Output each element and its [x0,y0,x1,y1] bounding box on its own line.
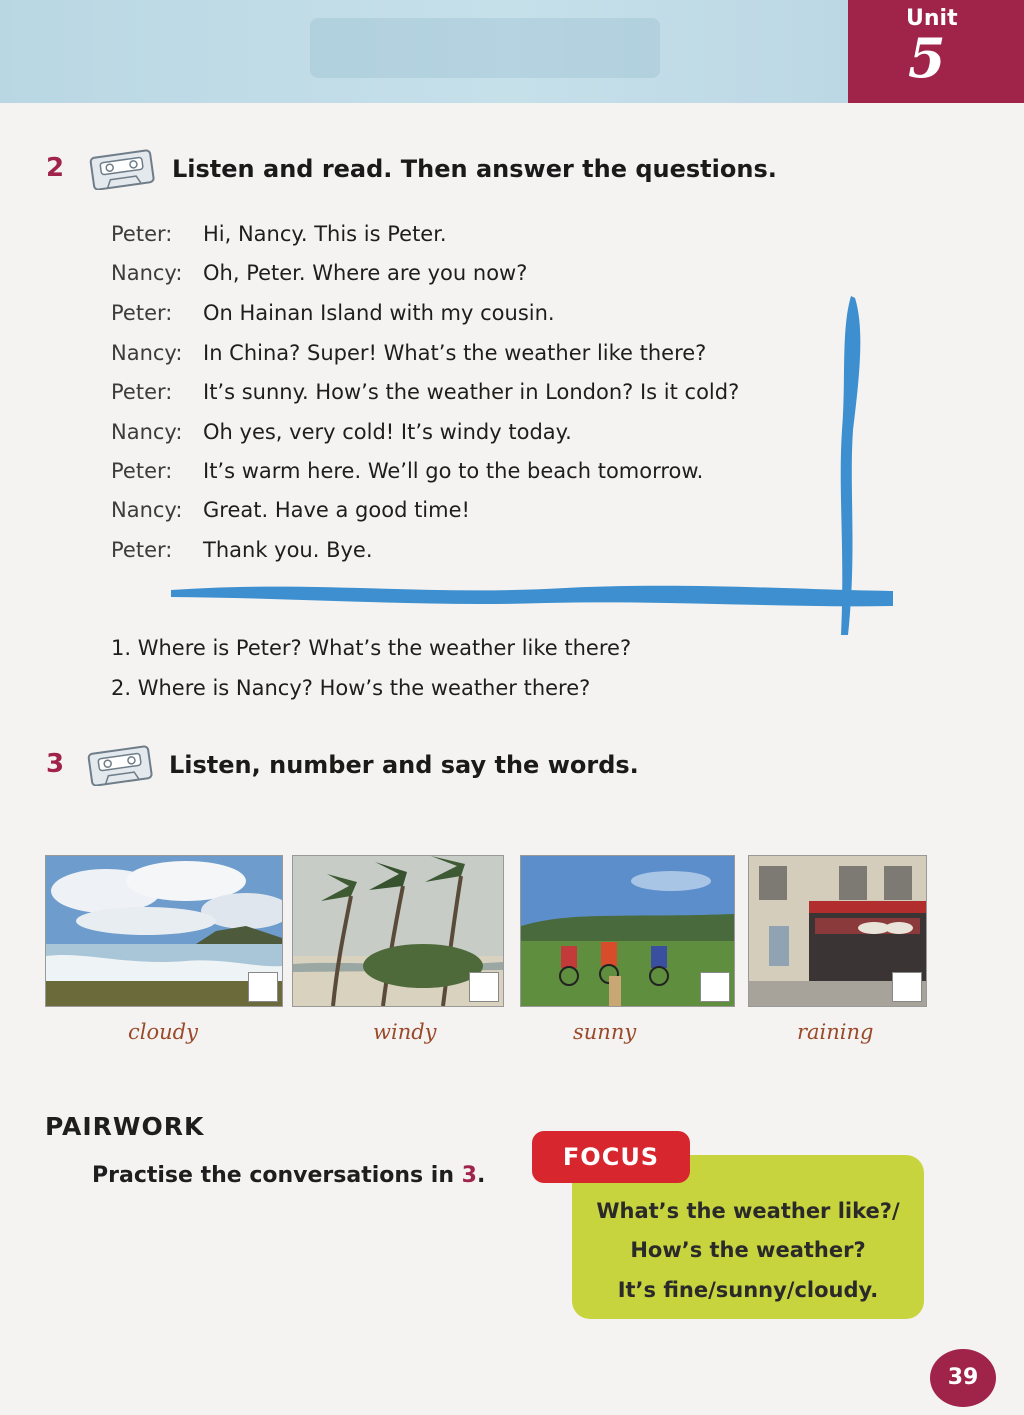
photo-raining [748,855,927,1007]
unit-number: 5 [908,26,946,90]
speaker: Peter: [111,301,173,325]
dialogue-line: On Hainan Island with my cousin. [203,301,555,325]
word-cloudy: cloudy [128,1020,198,1044]
word-windy: windy [373,1020,437,1044]
speaker: Peter: [111,222,173,246]
speaker: Peter: [111,459,173,483]
word-sunny: sunny [573,1020,637,1044]
focus-line: It’s fine/sunny/cloudy. [617,1278,879,1302]
section-3-title: Listen, number and say the words. [169,751,639,779]
speaker: Nancy: [111,341,183,365]
section-2-title: Listen and read. Then answer the questions. [172,155,777,183]
number-box[interactable] [892,972,922,1002]
pairwork-text: Practise the conversations in [92,1163,462,1188]
dialogue-line: In China? Super! What’s the weather like there? [203,341,707,365]
question-2: 2. Where is Nancy? How’s the weather there? [111,676,591,700]
cassette-icon [86,744,154,786]
dialogue-line: Oh yes, very cold! It’s windy today. [203,420,572,444]
cassette-icon [88,148,156,190]
speaker: Nancy: [111,498,183,522]
question-1: 1. Where is Peter? What’s the weather like there? [111,636,632,660]
focus-line: How’s the weather? [630,1238,866,1262]
unit-label: Unit [906,6,958,31]
speaker: Nancy: [111,420,183,444]
photo-cloudy [45,855,283,1007]
focus-line: What’s the weather like?/ [596,1199,900,1223]
speaker: Nancy: [111,261,183,285]
header-band [0,0,848,103]
pairwork-title: PAIRWORK [45,1112,205,1141]
section-3-number: 3 [46,749,65,779]
pairwork-ref: 3 [461,1163,477,1188]
number-box[interactable] [700,972,730,1002]
dialogue-line: It’s warm here. We’ll go to the beach tomorrow. [203,459,704,483]
word-raining: raining [797,1020,874,1044]
focus-tag: FOCUS [532,1131,690,1183]
dialogue-line: Oh, Peter. Where are you now? [203,261,528,285]
header-decoration [310,18,660,78]
dialogue-line: Hi, Nancy. This is Peter. [203,222,447,246]
unit-tab [848,0,1024,103]
dialogue-line: It’s sunny. How’s the weather in London? Is it cold? [203,380,740,404]
section-2-number: 2 [46,153,65,183]
pairwork-end: . [476,1163,486,1188]
dialogue-line: Great. Have a good time! [203,498,470,522]
dialogue-line: Thank you. Bye. [203,538,373,562]
photo-sunny [520,855,735,1007]
page-number: 39 [930,1349,996,1407]
number-box[interactable] [248,972,278,1002]
pairwork-instruction [92,1163,485,1188]
number-box[interactable] [469,972,499,1002]
speaker: Peter: [111,380,173,404]
speaker: Peter: [111,538,173,562]
photo-windy [292,855,504,1007]
